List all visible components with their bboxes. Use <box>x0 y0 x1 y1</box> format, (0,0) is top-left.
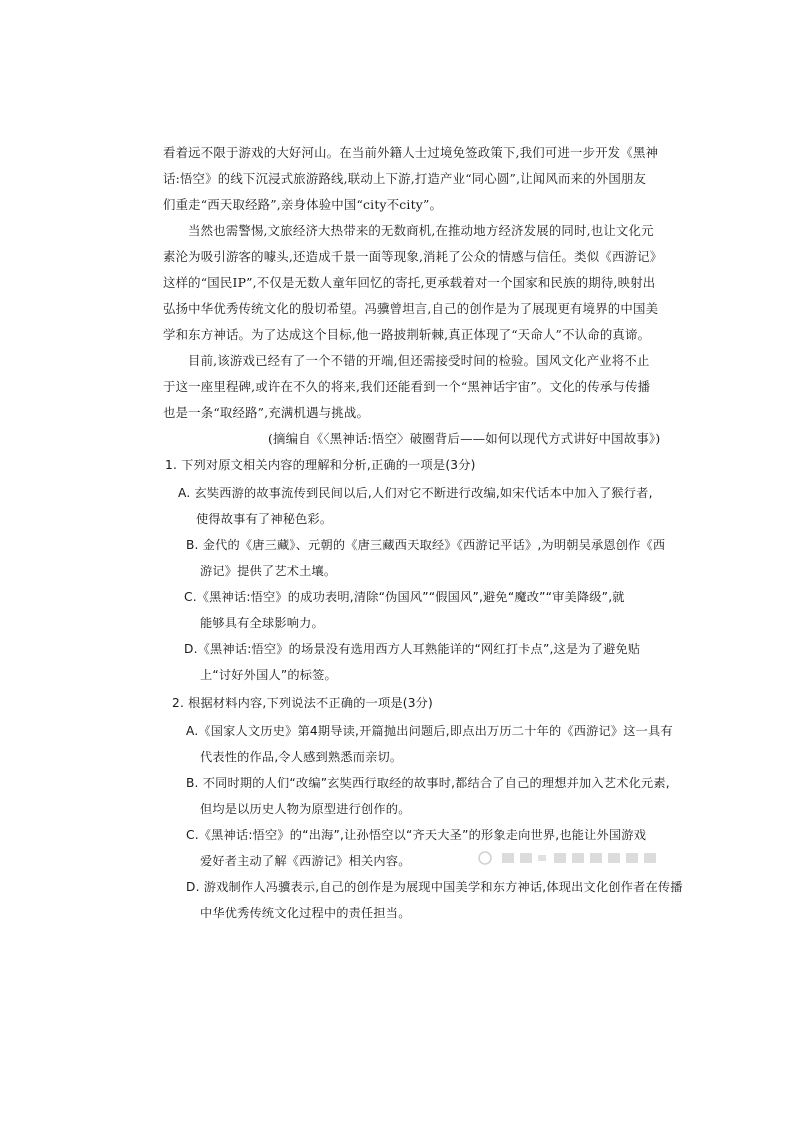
passage-line: 当然也需警惕,文旅经济大热带来的无数商机,在推动地方经济发展的同时,也让文化元 <box>188 223 654 238</box>
question-1-option-c: C.《黑神话:悟空》的成功表明,清除“伪国风”“假国风”,避免“魔改”“审美降级”,就 <box>184 590 625 604</box>
question-2-option-a-cont: 代表性的作品,令人感到熟悉而亲切。 <box>200 750 403 764</box>
passage-line: 素沦为吸引游客的噱头,还造成千景一面等现象,消耗了公众的情感与信任。类似《西游记》 <box>163 249 663 264</box>
question-1-option-c-cont: 能够具有全球影响力。 <box>200 616 324 630</box>
question-2-option-c-cont: 爱好者主动了解《西游记》相关内容。 <box>200 854 411 868</box>
question-2-option-d: D. 游戏制作人冯骥表示,自己的创作是为展现中国美学和东方神话,体现出文化创作者在传播 <box>186 880 683 894</box>
question-2-option-b-cont: 但均是以历史人物为原型进行创作的。 <box>200 802 411 816</box>
question-1-option-a-cont: 使得故事有了神秘色彩。 <box>196 512 333 526</box>
question-1-option-d-cont: 上“讨好外国人”的标签。 <box>200 668 337 682</box>
question-1-option-a: A. 玄奘西游的故事流传到民间以后,人们对它不断进行改编,如宋代话本中加入了猴行者, <box>178 486 653 500</box>
question-2-stem: 2. 根据材料内容,下列说法不正确的一项是(3分) <box>172 696 434 710</box>
question-1-option-b: B. 金代的《唐三藏》、元朝的《唐三藏西天取经》《西游记平话》,为明朝吴承恩创作《西 <box>186 538 666 552</box>
passage-line: 话:悟空》的线下沉浸式旅游路线,联动上下游,打造产业“同心圆”,让闻风而来的外国朋友 <box>163 171 647 186</box>
passage-line: 目前,该游戏已经有了一个不错的开端,但还需接受时间的检验。国风文化产业将不止 <box>188 353 650 368</box>
question-1-stem: 1. 下列对原文相关内容的理解和分析,正确的一项是(3分) <box>165 458 476 472</box>
watermark-logo-icon <box>478 848 658 868</box>
passage-line: 于这一座里程碑,或许在不久的将来,我们还能看到一个“黑神话宇宙”。文化的传承与传播 <box>163 379 651 394</box>
question-2-option-c: C.《黑神话:悟空》的“出海”,让孙悟空以“齐天大圣”的形象走向世界,也能让外国游戏 <box>186 828 647 842</box>
question-2-option-d-cont: 中华优秀传统文化过程中的责任担当。 <box>200 906 411 920</box>
passage-line: 学和东方神话。为了达成这个目标,他一路披荆斩棘,真正体现了“天命人”不认命的真谛。 <box>163 327 651 342</box>
question-1-option-b-cont: 游记》提供了艺术土壤。 <box>200 564 337 578</box>
passage-line: 这样的“国民IP”,不仅是无数人童年回忆的寄托,更承载着对一个国家和民族的期待,映射出 <box>163 275 656 290</box>
question-2-option-b: B. 不同时期的人们“改编”玄奘西行取经的故事时,都结合了自己的理想并加入艺术化元素, <box>186 776 670 790</box>
passage-line: 们重走“西天取经路”,亲身体验中国“city不city”。 <box>163 197 443 212</box>
question-2-option-a: A.《国家人文历史》第4期导读,开篇抛出问题后,即点出万历二十年的《西游记》这一具有 <box>186 724 673 738</box>
passage-line: 也是一条“取经路”,充满机遇与挑战。 <box>163 405 370 420</box>
passage-line: 看着远不限于游戏的大好河山。在当前外籍人士过境免签政策下,我们可进一步开发《黑神 <box>163 145 659 160</box>
passage-source: (摘编自《〈黑神话:悟空〉破圈背后——如何以现代方式讲好中国故事》) <box>268 431 661 446</box>
passage-line: 弘扬中华优秀传统文化的殷切希望。冯骥曾坦言,自己的创作是为了展现更有境界的中国美 <box>163 301 659 316</box>
question-1-option-d: D.《黑神话:悟空》的场景没有选用西方人耳熟能详的“网红打卡点”,这是为了避免贴 <box>184 642 641 656</box>
